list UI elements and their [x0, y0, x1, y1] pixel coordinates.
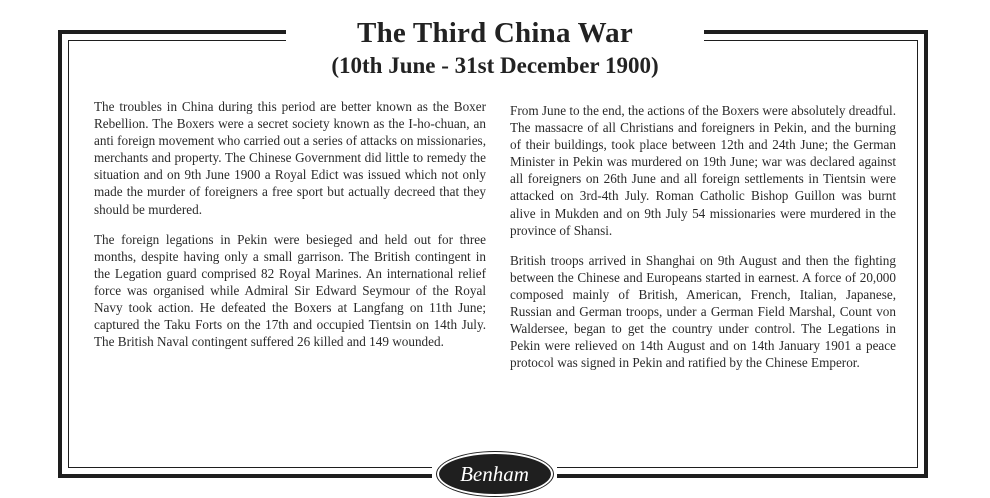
title-block	[286, 8, 704, 88]
left-column	[94, 98, 486, 363]
benham-logo	[432, 453, 557, 495]
right-column	[510, 102, 896, 384]
page-title: The Third China War	[357, 17, 633, 49]
page-subtitle: (10th June - 31st December 1900)	[331, 53, 659, 78]
paragraph: The troubles in China during this period are better known as the Boxer Rebellion. The Boxers were a secret society known as the I-ho-chuan, an anti foreign movement who carried out a series of attacks on missionaries, merchants and property. The Chinese Government did little to remedy the situation and on 9th June 1900 a Royal Edict was issued which not only made the murder of foreigners a free sport but actually decreed that they should be murdered.	[94, 99, 486, 217]
paragraph: The foreign legations in Pekin were besieged and held out for three months, despite having only a small garrison. The British contingent in the Legation guard comprised 82 Royal Marines. An international relief force was organised while Admiral Sir Edward Seymour of the Royal Navy took action. He defeated the Boxers at Langfang on 11th June; captured the Taku Forts on the 17th and occupied Tientsin on 14th July. The British Naval contingent suffered 26 killed and 149 wounded.	[94, 231, 486, 350]
logo-text: Benham	[460, 461, 529, 486]
paragraph: From June to the end, the actions of the Boxers were absolutely dreadful. The massacre of all Christians and foreigners in Pekin, and the burning of their buildings, took place between 12th and 24th June; the German Minister in Pekin was murdered on 19th June; war was declared against all foreigners on 26th June and all foreign settlements in Tientsin were attacked on 3rd-4th July. Roman Catholic Bishop Guillon was burnt alive in Mukden and on 9th July 54 missionaries were murdered in the province of Shansi.	[510, 103, 896, 238]
logo-oval	[439, 454, 551, 494]
paragraph: British troops arrived in Shanghai on 9th August and then the fighting between the Chinese and Europeans started in earnest. A force of 20,000 composed mainly of British, American, French, Italian, Japanese, Russian and German troops, under a German Field Marshal, Count von Waldersee, began to get the country under control. The Legations in Pekin were relieved on 14th August and on 14th January 1901 a peace protocol was signed in Pekin and ratified by the Chinese Emperor.	[510, 252, 896, 371]
